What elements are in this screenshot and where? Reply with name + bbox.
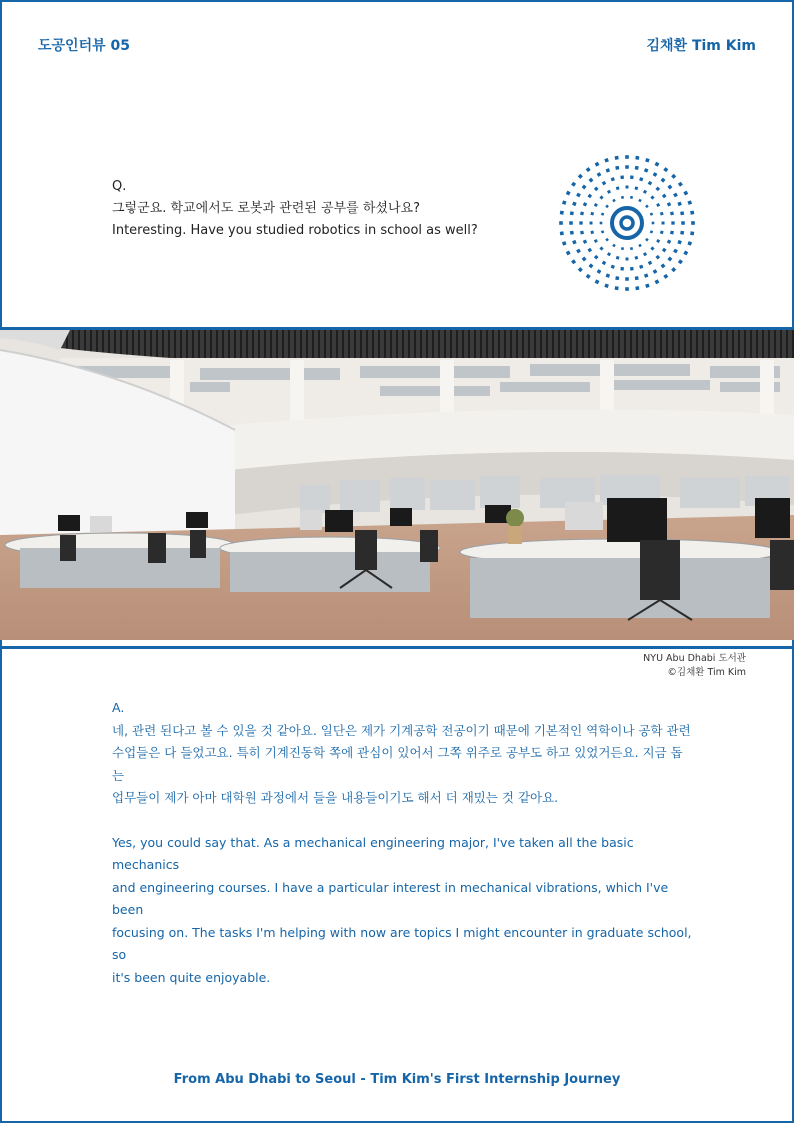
question-english: Interesting. Have you studied robotics in school as well? xyxy=(112,223,478,238)
answer-korean-line: 업무들이 제가 아마 대학원 과정에서 들을 내용들이기도 해서 더 재밌는 것 같아요. xyxy=(112,790,559,805)
caption-location: NYU Abu Dhabi 도서관 xyxy=(643,653,746,664)
answer-english-line: it's been quite enjoyable. xyxy=(112,969,271,985)
library-photo xyxy=(0,327,794,649)
footer-title: From Abu Dhabi to Seoul - Tim Kim's First Internship Journey xyxy=(173,1072,621,1087)
answer-label: A. xyxy=(112,700,125,715)
answer-english-line: and engineering courses. I have a particular interest in mechanical vibrations, which I've been xyxy=(112,879,669,917)
answer-korean-line: 수업들은 다 들었고요. 특히 기계진동학 쪽에 관심이 있어서 그쪽 위주로 공부도 하고 있었거든요. 지금 돕는 xyxy=(112,745,683,783)
radial-dots-logo-icon xyxy=(552,148,702,298)
caption-credit: ©김채환 Tim Kim xyxy=(667,667,746,678)
question-korean: 그렇군요. 학교에서도 로봇과 관련된 공부를 하셨나요? xyxy=(112,201,420,216)
answer-korean-line: 네, 관련 된다고 볼 수 있을 것 같아요. 일단은 제가 기계공학 전공이기 때문에 기본적인 역학이나 공학 관련 xyxy=(112,722,691,738)
answer-block xyxy=(112,697,692,989)
photo-caption xyxy=(643,652,746,680)
series-title: 도공인터뷰 05 xyxy=(38,38,130,54)
interviewee-name: 김채환 Tim Kim xyxy=(646,38,756,54)
question-block xyxy=(112,176,478,242)
question-label: Q. xyxy=(112,179,127,194)
answer-english-line: focusing on. The tasks I'm helping with now are topics I might encounter in graduate school, so xyxy=(112,924,692,962)
answer-english-line: Yes, you could say that. As a mechanical engineering major, I've taken all the basic mechanics xyxy=(112,834,634,872)
